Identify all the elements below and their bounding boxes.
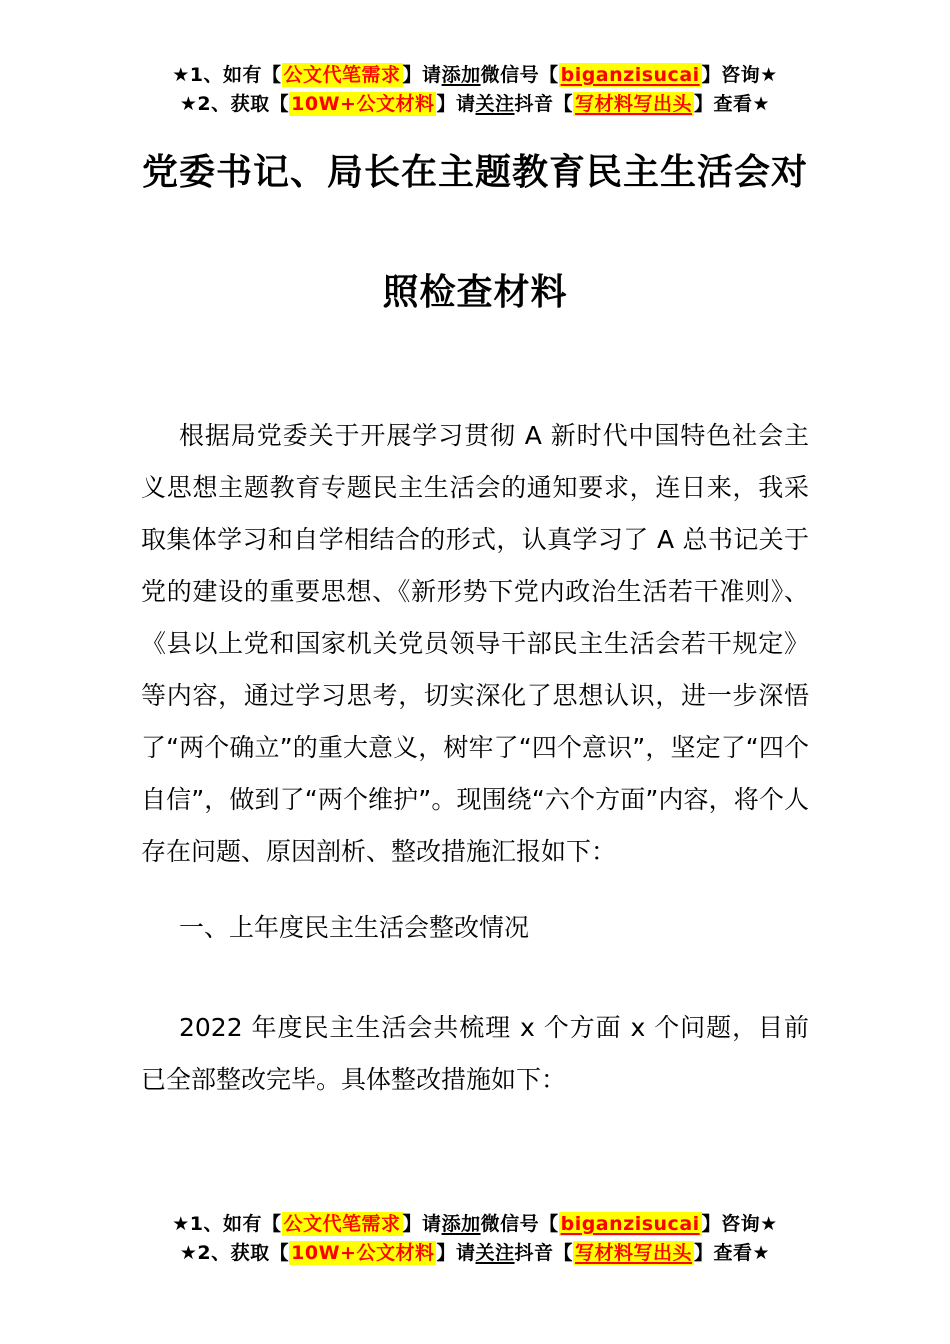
section-heading-1: 一、上年度民主生活会整改情况 [179,913,530,942]
promo-underlined-follow: 关注 [475,1242,515,1264]
promo-text: ★1、如有【 [172,1213,282,1235]
promo-underlined-add: 添加 [441,64,481,86]
promo-underlined-follow: 关注 [475,93,515,115]
promo-highlight-materials: 10W+公文材料 [291,93,435,115]
promo-text: 抖音【 [514,93,574,115]
douyin-id-link[interactable]: 写材料写出头 [575,93,693,115]
document-body [141,410,809,1106]
footer-promo [0,1210,950,1268]
promo-highlight-materials: 10W+公文材料 [291,1242,435,1264]
promo-text: 】查看★ [694,93,771,115]
promo-highlight-writing-service: 公文代笔需求 [283,64,401,86]
promo-text: ★2、获取【 [179,1242,290,1264]
promo-text: ★1、如有【 [172,64,282,86]
paragraph-intro: 根据局党委关于开展学习贯彻 A 新时代中国特色社会主义思想主题教育专题民主生活会的通知要求，连日来，我采取集体学习和自学相结合的形式，认真学习了 A 总书记关于党的建设的重要思想、《新形势下党内政治生活若干准则》、《县以上党和国家机关党员领导干部民主生活会若干规定》等内容，通过学习思考，切实深化了思想认识，进一步深悟了“两个确立”的重大意义，树牢了“四个意识”，坚定了“四个自信”，做到了“两个维护”。现围绕“六个方面”内容，将个人存在问题、原因剖析、整改措施汇报如下： [141,421,809,866]
promo-text: 】咨询★ [701,1213,778,1235]
promo-text: 】请 [436,1242,476,1264]
promo-text: 微信号【 [480,64,559,86]
footer-promo-line-2 [0,1239,950,1268]
paragraph-rectification: 2022 年度民主生活会共梳理 x 个方面 x 个问题，目前已全部整改完毕。具体整改措施如下： [141,1013,809,1094]
document-title-line-2: 照检查材料 [382,272,568,313]
document-title [0,113,950,353]
header-promo [0,61,950,119]
header-promo-line-1 [0,61,950,90]
promo-text: 】请 [402,64,442,86]
promo-text: 微信号【 [480,1213,559,1235]
footer-promo-line-1 [0,1210,950,1239]
promo-text: 抖音【 [514,1242,574,1264]
promo-text: 】请 [436,93,476,115]
document-title-line-1: 党委书记、局长在主题教育民主生活会对 [141,152,808,193]
promo-underlined-add: 添加 [441,1213,481,1235]
promo-text: 】请 [402,1213,442,1235]
promo-text: ★2、获取【 [179,93,290,115]
wechat-id-link[interactable]: biganzisucai [560,64,700,86]
promo-text: 】咨询★ [701,64,778,86]
promo-highlight-writing-service: 公文代笔需求 [283,1213,401,1235]
wechat-id-link[interactable]: biganzisucai [560,1213,700,1235]
douyin-id-link[interactable]: 写材料写出头 [575,1242,693,1264]
promo-text: 】查看★ [694,1242,771,1264]
